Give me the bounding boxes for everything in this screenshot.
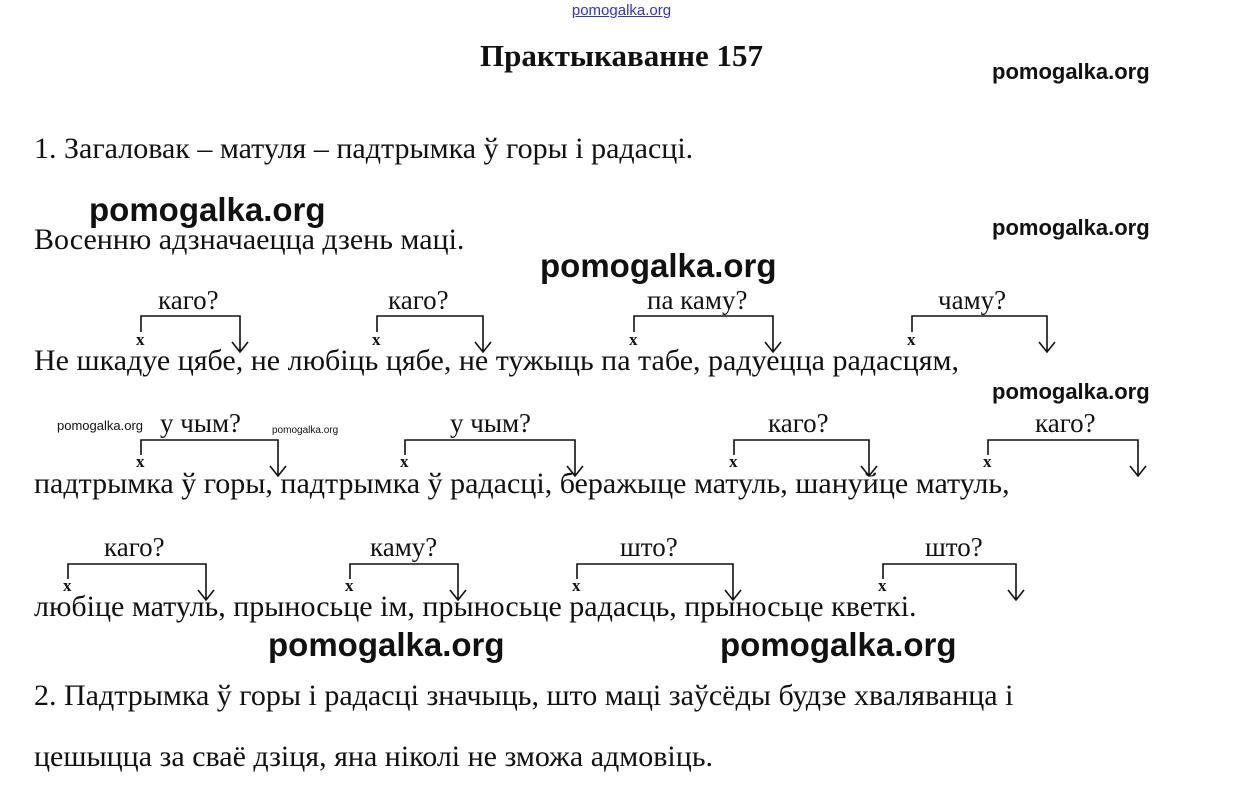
question-label: каго?	[1035, 408, 1096, 438]
line-1: 1. Загаловак – матуля – падтрымка ў горы і радасці.	[34, 132, 694, 165]
arrow	[405, 440, 583, 476]
x-mark: x	[136, 452, 145, 471]
line-4: падтрымка ў горы, падтрымка ў радасці, беражыце матуль, шануйце матуль,	[34, 467, 1010, 500]
x-mark: x	[983, 452, 992, 471]
line-5: любіце матуль, прыносьце ім, прыносьце радасць, прыносьце кветкі.	[34, 590, 917, 623]
arrow	[734, 440, 877, 476]
x-mark: x	[63, 576, 72, 595]
x-mark: x	[629, 330, 638, 349]
arrow	[68, 564, 214, 600]
watermark: pomogalka.org	[992, 215, 1150, 240]
question-label: у чым?	[450, 408, 532, 438]
line-7: цешыцца за сваё дзіця, яна ніколі не зможа адмовіць.	[34, 740, 713, 773]
arrow	[634, 316, 781, 352]
x-mark: x	[372, 330, 381, 349]
watermark: pomogalka.org	[89, 191, 326, 228]
watermark: pomogalka.org	[268, 626, 505, 663]
arrow	[141, 316, 248, 352]
x-mark: x	[878, 576, 887, 595]
question-label: каму?	[370, 532, 438, 562]
arrow	[883, 564, 1024, 600]
question-label: каго?	[158, 285, 219, 315]
question-label: каго?	[768, 408, 829, 438]
x-mark: x	[572, 576, 581, 595]
watermark: pomogalka.org	[720, 626, 957, 663]
arrow	[912, 316, 1055, 352]
page-title: Практыкаванне 157	[479, 38, 763, 73]
question-label: што?	[925, 532, 983, 562]
line-3: Не шкадуе цябе, не любіць цябе, не тужыць па табе, радуецца радасцям,	[34, 344, 959, 377]
x-mark: x	[907, 330, 916, 349]
line-2: Восенню адзначаецца дзень маці.	[34, 223, 465, 256]
x-mark: x	[729, 452, 738, 471]
watermark: pomogalka.org	[992, 379, 1150, 404]
question-label: чаму?	[938, 285, 1007, 315]
arrow	[377, 316, 491, 352]
watermark: pomogalka.org	[57, 418, 143, 433]
watermark: pomogalka.org	[992, 59, 1150, 84]
top-watermark-link[interactable]: pomogalka.org	[571, 2, 672, 19]
question-label: каго?	[104, 532, 165, 562]
question-label: каго?	[388, 285, 449, 315]
arrow	[350, 564, 466, 600]
line-6: 2. Падтрымка ў горы і радасці значыць, што маці заўсёды будзе хваляванца і	[34, 679, 1014, 712]
arrow	[141, 440, 286, 476]
arrow	[577, 564, 741, 600]
watermark: pomogalka.org	[272, 425, 339, 436]
watermark: pomogalka.org	[540, 247, 777, 284]
x-mark: x	[400, 452, 409, 471]
question-label: у чым?	[160, 408, 242, 438]
arrow	[988, 440, 1146, 476]
question-label: што?	[620, 532, 678, 562]
x-mark: x	[345, 576, 354, 595]
question-label: па каму?	[647, 285, 748, 315]
x-mark: x	[136, 330, 145, 349]
